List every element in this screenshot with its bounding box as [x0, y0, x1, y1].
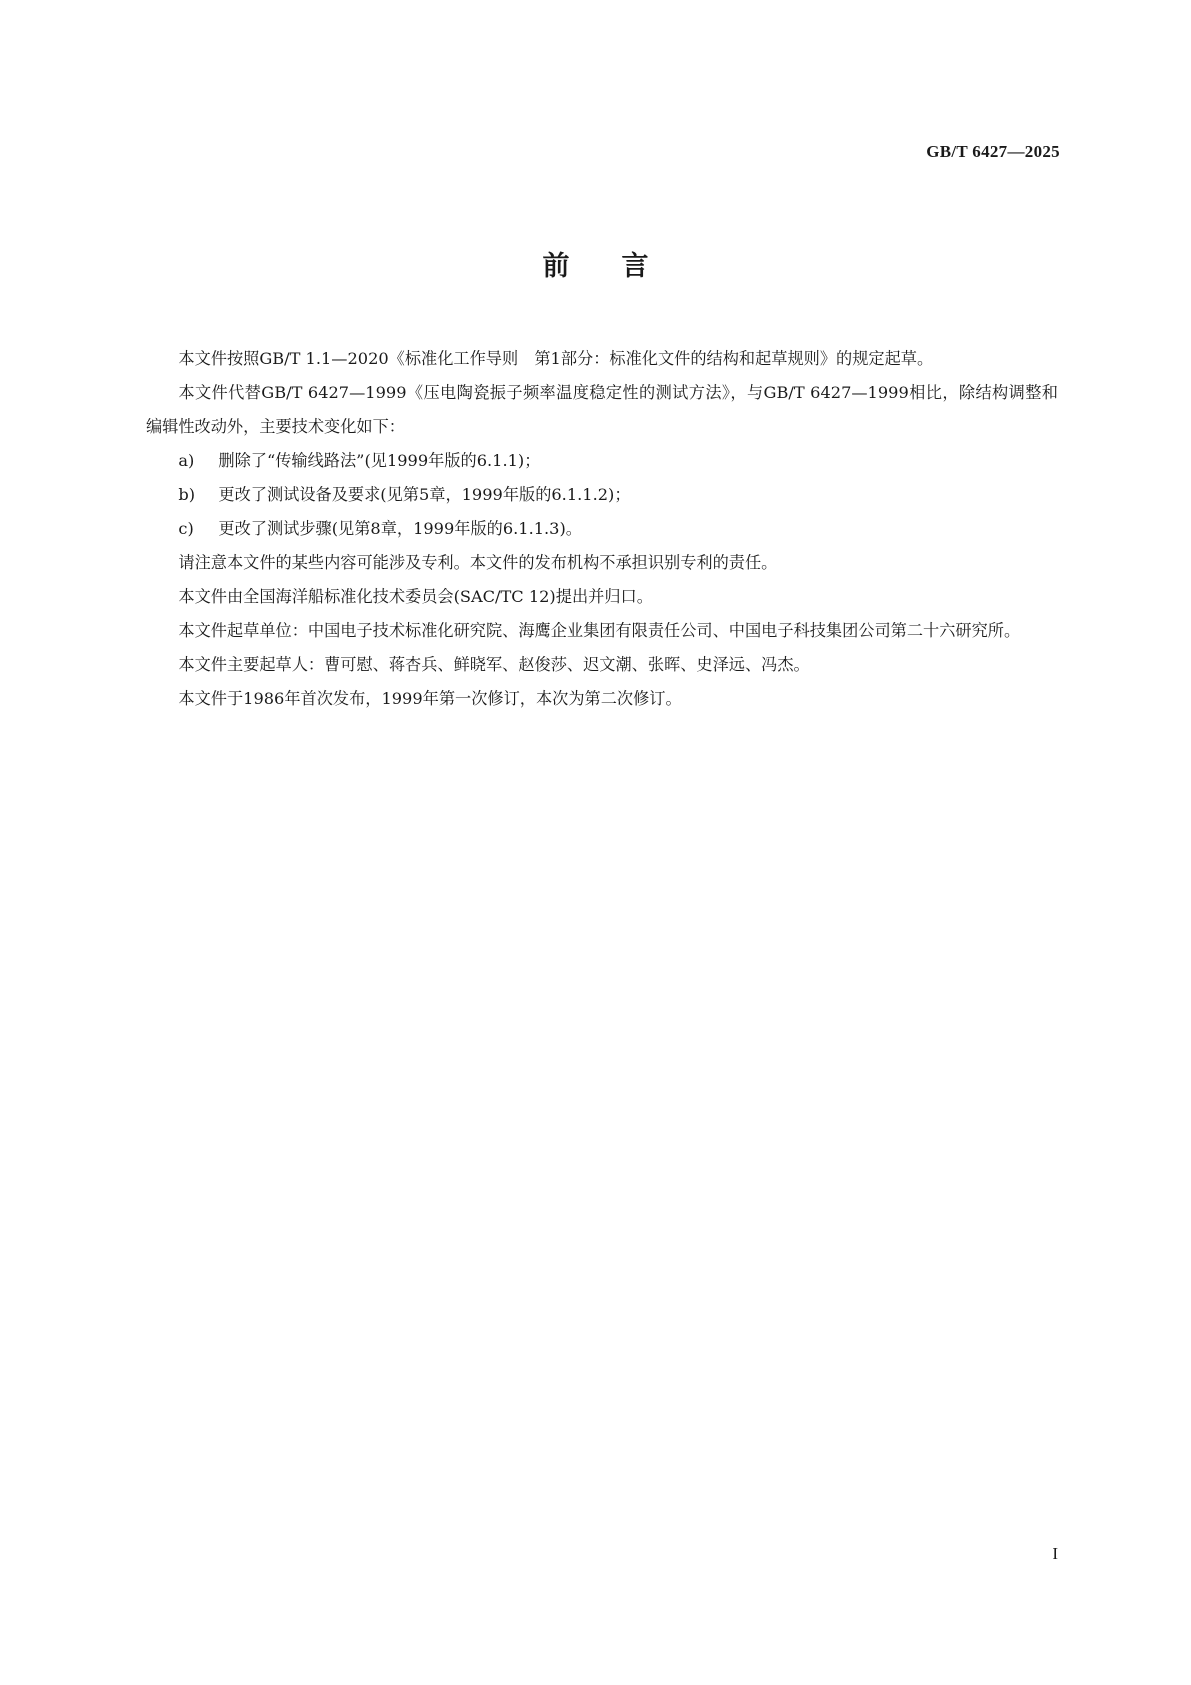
- paragraph-history: 本文件于1986年首次发布，1999年第一次修订，本次为第二次修订。: [178, 689, 682, 708]
- list-item: [146, 444, 1058, 478]
- list-item-text: 更改了测试步骤(见第8章，1999年版的6.1.1.3)。: [218, 519, 582, 538]
- list-item-mark: c): [178, 519, 194, 538]
- paragraph-drafting-rules: 本文件按照GB/T 1.1—2020《标准化工作导则 第1部分：标准化文件的结构和起草规则》的规定起草。: [178, 349, 934, 368]
- list-item-text: 删除了“传输线路法”(见1999年版的6.1.1)；: [218, 451, 541, 470]
- paragraph-drafting-units: 本文件起草单位：中国电子技术标准化研究院、海鹰企业集团有限责任公司、中国电子科技集团公司第二十六研究所。: [178, 621, 1021, 640]
- paragraph-patent-notice: 请注意本文件的某些内容可能涉及专利。本文件的发布机构不承担识别专利的责任。: [178, 553, 778, 572]
- standard-code: GB/T 6427—2025: [926, 142, 1060, 161]
- paragraph-drafters: 本文件主要起草人：曹可慰、蒋杏兵、鲜晓军、赵俊莎、迟文潮、张晖、史泽远、冯杰。: [178, 655, 810, 674]
- paragraph-replacement: 本文件代替GB/T 6427—1999《压电陶瓷振子频率温度稳定性的测试方法》，与GB/T 6427—1999相比，除结构调整和编辑性改动外，主要技术变化如下：: [146, 383, 1058, 436]
- list-item-mark: b): [178, 485, 196, 504]
- page-title: 前言: [542, 251, 701, 282]
- foreword-body: [146, 342, 1058, 716]
- list-item-text: 更改了测试设备及要求(见第5章，1999年版的6.1.1.2)；: [218, 485, 631, 504]
- list-item: [146, 478, 1058, 512]
- list-item-mark: a): [178, 451, 195, 470]
- page-number: I: [1052, 1544, 1058, 1563]
- list-item: [146, 512, 1058, 546]
- paragraph-committee: 本文件由全国海洋船标准化技术委员会(SAC/TC 12)提出并归口。: [178, 587, 653, 606]
